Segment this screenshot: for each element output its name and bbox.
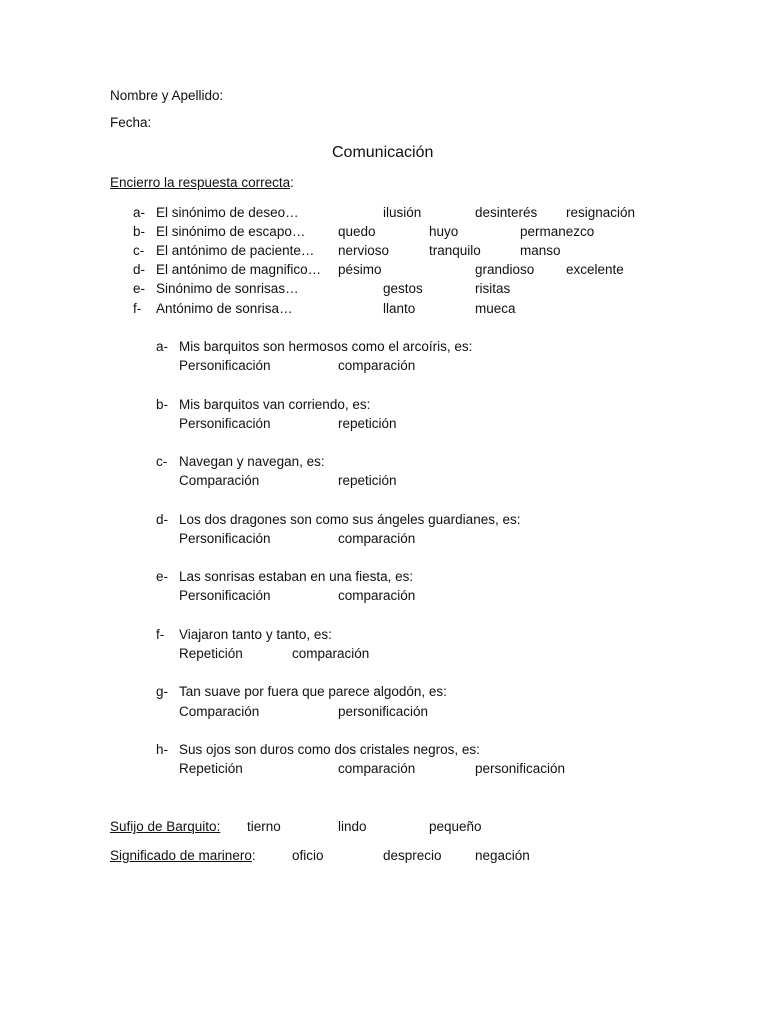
- part1-option[interactable]: desinterés: [475, 205, 538, 220]
- part2-option[interactable]: Repetición: [179, 761, 243, 776]
- part1-prompt: Antónimo de sonrisa…: [156, 301, 293, 316]
- part2-sentence: Mis barquitos son hermosos como el arcoíris, es:: [179, 339, 473, 354]
- instructions-colon: :: [290, 175, 294, 190]
- part2-option[interactable]: Personificación: [179, 416, 271, 431]
- part1-option[interactable]: grandioso: [475, 262, 535, 277]
- part2-marker: f-: [156, 627, 165, 642]
- part1-option[interactable]: ilusión: [383, 205, 422, 220]
- part1-option[interactable]: excelente: [566, 262, 624, 277]
- part2-marker: c-: [156, 454, 168, 469]
- part1-option[interactable]: llanto: [383, 301, 416, 316]
- part2-marker: h-: [156, 742, 169, 757]
- part1-option[interactable]: permanezco: [520, 224, 595, 239]
- part3-option[interactable]: pequeño: [429, 819, 482, 834]
- part2-sentence: Las sonrisas estaban en una fiesta, es:: [179, 569, 414, 584]
- part2-sentence: Mis barquitos van corriendo, es:: [179, 397, 371, 412]
- part2-sentence: Los dos dragones son como sus ángeles guardianes, es:: [179, 512, 521, 527]
- meaning-question-label: Significado de marinero: [110, 848, 252, 863]
- part1-option[interactable]: resignación: [566, 205, 636, 220]
- meaning-question-colon: :: [251, 848, 256, 863]
- part2-marker: d-: [156, 512, 169, 527]
- part2-option[interactable]: Personificación: [179, 358, 271, 373]
- part2-sentence: Tan suave por fuera que parece algodón, es:: [179, 684, 447, 699]
- part1-option[interactable]: gestos: [383, 281, 423, 296]
- part3-option[interactable]: lindo: [338, 819, 367, 834]
- meaning-question: [110, 849, 256, 863]
- part2-marker: g-: [156, 684, 169, 699]
- part2-sentence: Sus ojos son duros como dos cristales negros, es:: [179, 742, 480, 757]
- suffix-question-label: Sufijo de Barquito:: [110, 819, 221, 834]
- part1-prompt: El sinónimo de deseo…: [156, 205, 299, 220]
- part2-option[interactable]: repetición: [338, 416, 397, 431]
- part1-marker: d-: [133, 262, 146, 277]
- part1-option[interactable]: nervioso: [338, 243, 390, 258]
- part1-marker: a-: [133, 205, 146, 220]
- part2-sentence: Viajaron tanto y tanto, es:: [179, 627, 332, 642]
- part2-option[interactable]: Comparación: [179, 704, 260, 719]
- part1-marker: b-: [133, 224, 146, 239]
- suffix-question: [110, 820, 220, 834]
- part2-option[interactable]: Personificación: [179, 531, 271, 546]
- part3-option[interactable]: negación: [475, 848, 530, 863]
- part2-option[interactable]: comparación: [338, 588, 416, 603]
- part2-marker: e-: [156, 569, 169, 584]
- part3-option[interactable]: oficio: [292, 848, 324, 863]
- part1-option[interactable]: pésimo: [338, 262, 382, 277]
- part1-prompt: Sinónimo de sonrisas…: [156, 281, 299, 296]
- part1-marker: f-: [133, 301, 142, 316]
- instructions-text: Encierro la respuesta correcta: [110, 175, 291, 190]
- part2-option[interactable]: personificación: [338, 704, 429, 719]
- part2-option[interactable]: comparación: [338, 358, 416, 373]
- part2-sentence: Navegan y navegan, es:: [179, 454, 325, 469]
- part1-option[interactable]: huyo: [429, 224, 459, 239]
- part1-option[interactable]: tranquilo: [429, 243, 481, 258]
- part1-option[interactable]: manso: [520, 243, 561, 258]
- page-title: Comunicación: [332, 144, 434, 161]
- part2-option[interactable]: comparación: [338, 531, 416, 546]
- part1-marker: c-: [133, 243, 145, 258]
- part2-option[interactable]: Comparación: [179, 473, 260, 488]
- date-label: Fecha:: [110, 115, 152, 130]
- part1-marker: e-: [133, 281, 146, 296]
- part1-option[interactable]: risitas: [475, 281, 511, 296]
- part2-option[interactable]: comparación: [338, 761, 416, 776]
- part3-option[interactable]: desprecio: [383, 848, 442, 863]
- part2-option[interactable]: Repetición: [179, 646, 243, 661]
- name-label: Nombre y Apellido:: [110, 88, 224, 103]
- part2-marker: a-: [156, 339, 169, 354]
- part1-prompt: El antónimo de paciente…: [156, 243, 315, 258]
- instructions: [110, 176, 294, 190]
- part2-option[interactable]: personificación: [475, 761, 566, 776]
- part1-option[interactable]: mueca: [475, 301, 516, 316]
- part1-prompt: El antónimo de magnifico…: [156, 262, 322, 277]
- part3-option[interactable]: tierno: [247, 819, 281, 834]
- part2-option[interactable]: repetición: [338, 473, 397, 488]
- part2-option[interactable]: comparación: [292, 646, 370, 661]
- part2-marker: b-: [156, 397, 169, 412]
- part1-prompt: El sinónimo de escapo…: [156, 224, 306, 239]
- part1-option[interactable]: quedo: [338, 224, 376, 239]
- part2-option[interactable]: Personificación: [179, 588, 271, 603]
